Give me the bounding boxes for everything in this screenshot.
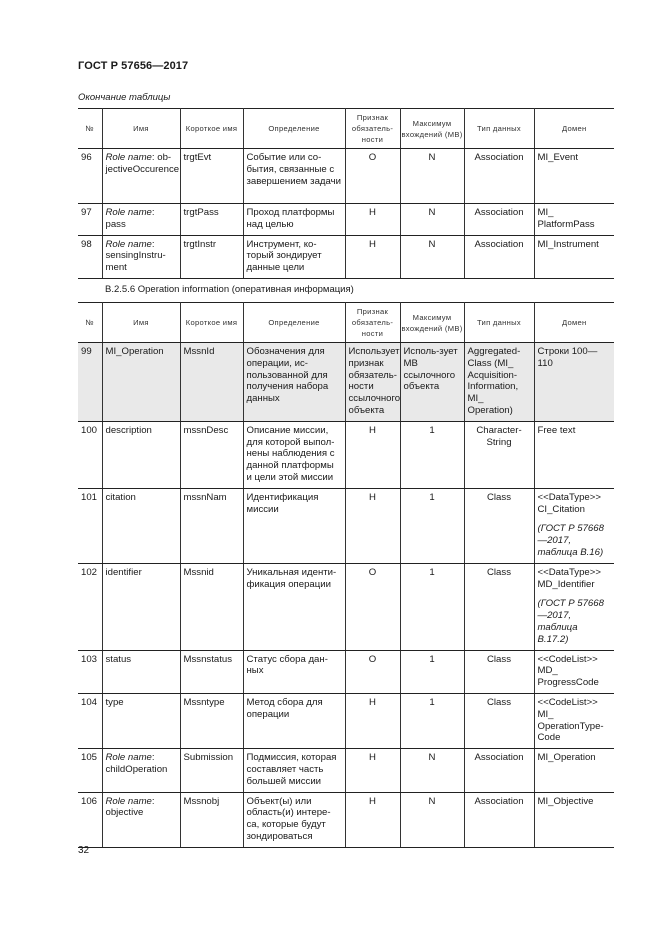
cell-short: Mssnstatus [180, 650, 243, 693]
cell-num: 105 [78, 749, 102, 792]
cell-num: 104 [78, 693, 102, 748]
table-row [78, 204, 614, 236]
cell-obligation: Н [345, 749, 400, 792]
cell-num: 102 [78, 563, 102, 650]
cell-type: Class [464, 488, 534, 563]
header-domain: Домен [534, 109, 614, 149]
cell-domain: MI_Objective [534, 792, 614, 847]
role-value: : pass [105, 207, 155, 230]
role-label: Role name [105, 207, 152, 218]
table-row [78, 488, 614, 563]
cell-domain [534, 563, 614, 650]
header-definition: Определение [243, 109, 345, 149]
cell-max: N [400, 235, 464, 278]
cell-definition: Обозначения для операции, ис-пользованной для получения набора данных [243, 343, 345, 422]
header-domain: Домен [534, 303, 614, 343]
cell-domain: <<CodeList>> MD_ ProgressCode [534, 650, 614, 693]
role-label: Role name [105, 152, 152, 163]
table-caption: Окончание таблицы [78, 92, 171, 103]
header-short-name: Короткое имя [180, 109, 243, 149]
domain-reference: (ГОСТ Р 57668—2017, таблица B.17.2) [537, 598, 604, 645]
cell-obligation: Н [345, 693, 400, 748]
cell-num: 100 [78, 421, 102, 488]
cell-short: trgtEvt [180, 149, 243, 204]
cell-definition: Идентификация миссии [243, 488, 345, 563]
table-row [78, 650, 614, 693]
cell-name: MI_Operation [102, 343, 180, 422]
cell-name [102, 792, 180, 847]
cell-domain: MI_Event [534, 149, 614, 204]
cell-definition: Описание миссии, для которой выпол-нены наблюдения с данной платформы и цели этой миссии [243, 421, 345, 488]
table-row [78, 421, 614, 488]
cell-max: N [400, 204, 464, 236]
role-value: : sensingInstru-ment [105, 238, 166, 274]
cell-max: 1 [400, 650, 464, 693]
cell-type: Class [464, 563, 534, 650]
table-header-row [78, 303, 614, 343]
cell-obligation: O [345, 149, 400, 204]
cell-max: 1 [400, 488, 464, 563]
cell-name: type [102, 693, 180, 748]
table-row [78, 563, 614, 650]
page-number: 32 [78, 845, 90, 856]
cell-num: 103 [78, 650, 102, 693]
cell-type: Class [464, 693, 534, 748]
cell-max: 1 [400, 563, 464, 650]
cell-type: Association [464, 235, 534, 278]
cell-num: 99 [78, 343, 102, 422]
cell-name [102, 749, 180, 792]
document-title: ГОСТ Р 57656—2017 [78, 60, 189, 72]
cell-type: Association [464, 749, 534, 792]
table-row [78, 749, 614, 792]
cell-max: N [400, 749, 464, 792]
table-row [78, 149, 614, 204]
cell-obligation: Н [345, 421, 400, 488]
cell-obligation: Использует признак обязатель-ности ссылочного объекта [345, 343, 400, 422]
role-label: Role name [105, 238, 152, 250]
role-value: : childOperation [105, 752, 168, 775]
operation-information-table [78, 302, 614, 848]
domain-value: <<DataType>> CI_Citation [537, 491, 601, 515]
header-max-occurrence: Максимум вхождений (МВ) [400, 109, 464, 149]
header-definition: Определение [243, 303, 345, 343]
cell-short: Mssnobj [180, 792, 243, 847]
table-row [78, 792, 614, 847]
header-data-type: Тип данных [464, 303, 534, 343]
cell-domain [534, 488, 614, 563]
cell-definition: Метод сбора для операции [243, 693, 345, 748]
cell-num: 101 [78, 488, 102, 563]
cell-domain: Строки 100—110 [534, 343, 614, 422]
cell-type: Association [464, 792, 534, 847]
header-obligation: Признак обязатель-ности [345, 109, 400, 149]
cell-max: 1 [400, 693, 464, 748]
cell-type: Character-String [464, 421, 534, 488]
cell-num: 106 [78, 792, 102, 847]
cell-max: N [400, 149, 464, 204]
cell-short: trgtPass [180, 204, 243, 236]
header-data-type: Тип данных [464, 109, 534, 149]
cell-definition: Подмиссия, которая составляет часть большей миссии [243, 749, 345, 792]
cell-domain: Free text [534, 421, 614, 488]
cell-short: mssnNam [180, 488, 243, 563]
cell-short: Mssntype [180, 693, 243, 748]
cell-domain: MI_Operation [534, 749, 614, 792]
cell-definition: Объект(ы) или область(и) интере-са, которые будут зондироваться [243, 792, 345, 847]
cell-definition: Событие или со-бытия, связанные с завершением задачи [243, 149, 345, 204]
role-label: Role name [105, 795, 152, 807]
header-num: № [78, 109, 102, 149]
section-title: B.2.5.6 Operation information (оперативная информация) [105, 284, 354, 295]
table-header-row [78, 109, 614, 149]
cell-num: 98 [78, 235, 102, 278]
cell-definition: Инструмент, ко-торый зондирует данные цели [243, 235, 345, 278]
domain-value: <<DataType>> MD_Identifier [537, 566, 601, 590]
table-continuation [78, 108, 614, 279]
cell-type: Association [464, 149, 534, 204]
cell-domain: <<CodeList>> MI_ OperationType-Code [534, 693, 614, 748]
table-row [78, 343, 614, 422]
cell-num: 97 [78, 204, 102, 236]
cell-definition: Проход платформы над целью [243, 204, 345, 236]
cell-name: description [102, 421, 180, 488]
header-max-occurrence: Максимум вхождений (МВ) [400, 303, 464, 343]
cell-type: Class [464, 650, 534, 693]
cell-obligation: Н [345, 235, 400, 278]
cell-name: status [102, 650, 180, 693]
cell-name [102, 204, 180, 236]
role-label: Role name [105, 752, 152, 764]
cell-name [102, 149, 180, 204]
cell-short: MssnId [180, 343, 243, 422]
table-row [78, 693, 614, 748]
cell-max: 1 [400, 421, 464, 488]
cell-max: N [400, 792, 464, 847]
cell-short: trgtInstr [180, 235, 243, 278]
cell-obligation: Н [345, 204, 400, 236]
header-obligation: Признак обязатель-ности [345, 303, 400, 343]
cell-obligation: O [345, 650, 400, 693]
cell-name [102, 235, 180, 278]
cell-domain: MI_ PlatformPass [534, 204, 614, 236]
cell-short: mssnDesc [180, 421, 243, 488]
cell-short: Submission [180, 749, 243, 792]
domain-reference: (ГОСТ Р 57668—2017, таблица B.16) [537, 523, 604, 558]
cell-num: 96 [78, 149, 102, 204]
header-short-name: Короткое имя [180, 303, 243, 343]
header-name: Имя [102, 109, 180, 149]
header-num: № [78, 303, 102, 343]
cell-max: Исполь-зует МВ ссылочного объекта [400, 343, 464, 422]
cell-type: Aggregated-Class (MI_ Acquisition-Information, MI_ Operation) [464, 343, 534, 422]
role-value: : objective [105, 795, 155, 819]
cell-obligation: O [345, 563, 400, 650]
cell-name: identifier [102, 563, 180, 650]
table-row [78, 235, 614, 278]
role-value: : ob-jectiveOccurence [105, 152, 180, 175]
cell-obligation: Н [345, 792, 400, 847]
cell-definition: Уникальная иденти-фикация операции [243, 563, 345, 650]
header-name: Имя [102, 303, 180, 343]
cell-short: Mssnid [180, 563, 243, 650]
cell-obligation: Н [345, 488, 400, 563]
cell-definition: Статус сбора дан-ных [243, 650, 345, 693]
cell-name: citation [102, 488, 180, 563]
cell-domain: MI_Instrument [534, 235, 614, 278]
cell-type: Association [464, 204, 534, 236]
